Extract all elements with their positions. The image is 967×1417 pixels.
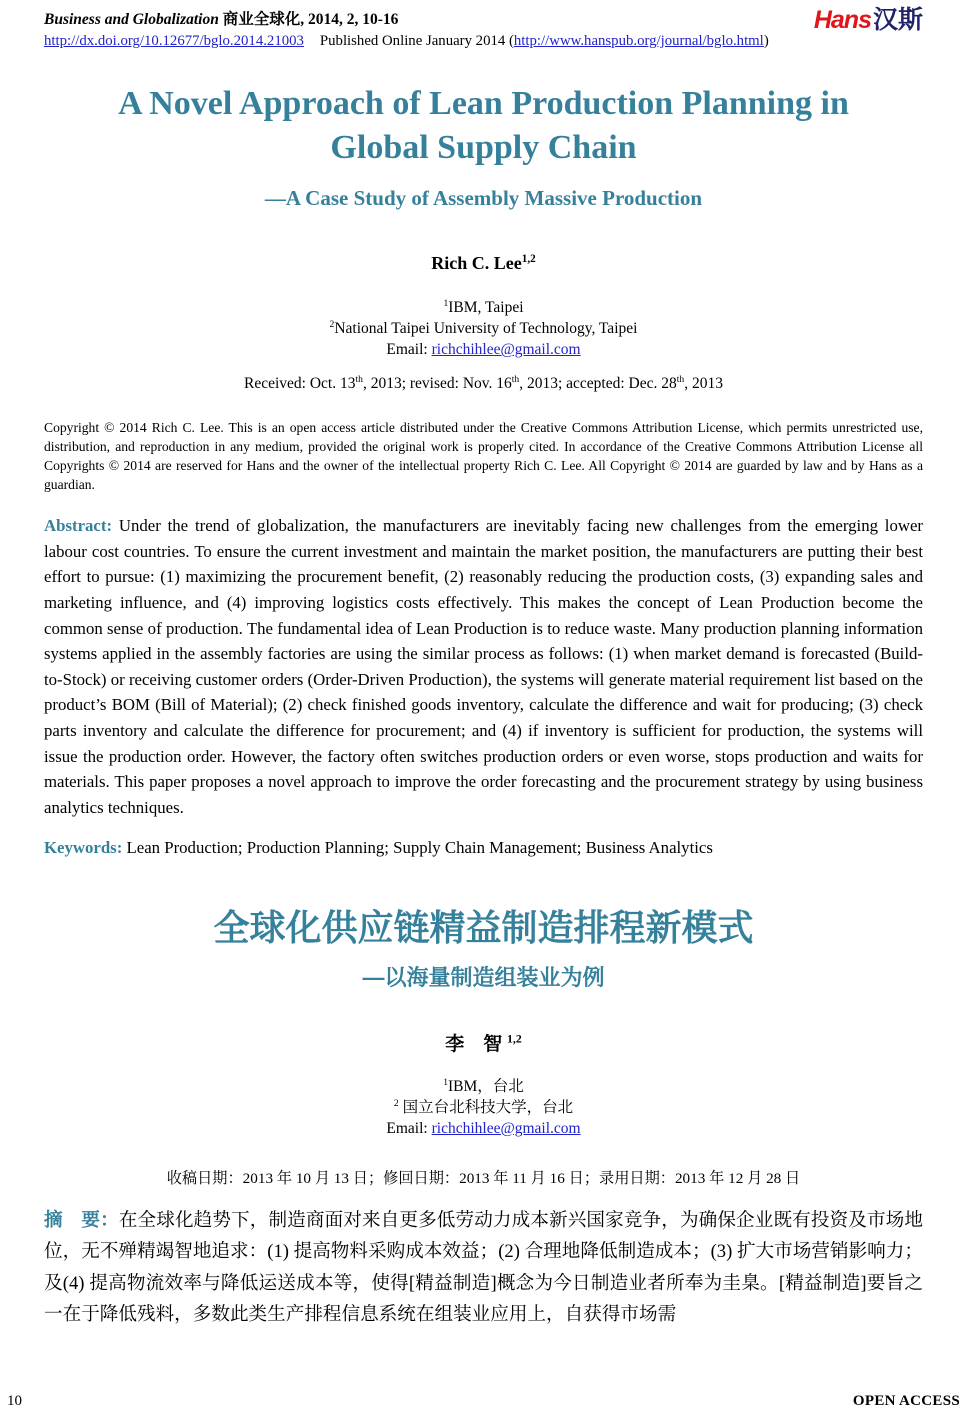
abstract-zh — [44, 1205, 923, 1331]
affiliation-2-zh — [44, 1097, 923, 1118]
open-access-label: OPEN ACCESS — [852, 1393, 960, 1409]
copyright-notice: Copyright © 2014 Rich C. Lee. This is an open access article distributed under the Creative Commons Attribution License, which permits unrestricted use, distribution, and reproduction in any medium, provided the original work is properly cited. In accordance of the Creative Commons Attribution License all Copyrights © 2014 are reserved for Hans and the owner of the intellectual property Rich C. Lee. All Copyright © 2014 are guarded by law and by Hans as a guardian. — [44, 420, 923, 493]
affil-2-text-zh: 国立台北科技大学，台北 — [402, 1098, 574, 1116]
journal-info — [44, 7, 769, 50]
received-sup-1: th — [355, 374, 363, 386]
journal-issue-info: , 2014, 2, 10-16 — [300, 11, 399, 28]
paper-subtitle-zh: —以海量制造组装业为例 — [362, 964, 605, 990]
received-sup-2: th — [511, 374, 520, 386]
hans-logo-latin: Hans — [813, 6, 871, 34]
email-line-en — [44, 339, 923, 360]
author-en — [44, 253, 923, 274]
paper-title-zh: 全球化供应链精益制造排程新模式 — [213, 907, 754, 949]
accepted-year: , 2013 — [684, 375, 723, 393]
email-line-zh — [44, 1118, 923, 1139]
hans-logo-hanzi: 汉斯 — [872, 6, 923, 34]
keywords-text-en: Lean Production; Production Planning; Supply Chain Management; Business Analytics — [126, 838, 713, 858]
accepted-text: , 2013; accepted: Dec. 28 — [519, 375, 677, 393]
affiliations-en — [44, 297, 923, 360]
paper-subtitle-en: —A Case Study of Assembly Massive Production — [264, 186, 703, 211]
received-dates-en — [44, 375, 923, 393]
affil-1-text-zh: IBM，台北 — [448, 1077, 524, 1095]
author-zh — [44, 1029, 923, 1056]
email-label-zh: Email: — [386, 1119, 432, 1137]
author-name-zh: 李 智 — [445, 1033, 503, 1055]
affil-2-sup-zh: 2 — [393, 1097, 399, 1109]
journal-header — [44, 7, 923, 50]
affil-1-sup-zh: 1 — [443, 1076, 448, 1088]
journal-title-zh: 商业全球化 — [222, 11, 301, 28]
email-link-zh[interactable]: richchihlee@gmail.com — [431, 1119, 581, 1137]
author-name-en: Rich C. Lee — [431, 253, 522, 274]
journal-url-link[interactable]: http://www.hanspub.org/journal/bglo.html — [513, 33, 764, 49]
hans-publisher-logo — [814, 8, 923, 33]
author-affil-sup-en: 1,2 — [521, 253, 536, 266]
affil-1-text: IBM, Taipei — [448, 299, 524, 317]
received-text: Received: Oct. 13 — [244, 375, 356, 393]
abstract-text-en: Under the trend of globalization, the manufacturers are inevitably facing new challenges from the emerging lower labour cost countries. To ensure the current investment and maintain the market position, the manufacturers are putting their best effort to pursue: (1) maximizing the procurement benefit, (2) reasonably reducing the production costs, (3) expanding sales and marketing influence, and (4) improving logistics costs effectively. This makes the concept of Lean Production become the common sense of production. The fundamental idea of Lean Production is to reduce waste. Many production planning information systems applied in the assembly factories are using the similar process as follows: (1) when market demand is forecasted (Build-to-Stock) or receiving customer orders (Order-Driven Production), the systems will generate material requirement list based on the product’s BOM (Bill of Material); (2) check finished goods inventory, calculate the difference and wait for producing; (3) check parts inventory and calculate the difference for procurement; and (4) if inventory is sufficient for production, the systems will issue the production order. However, the factory often switches production orders or even worse, stops production and waits for materials. This paper proposes a novel approach to improve the order forecasting and the procurement strategy by using business analytics techniques. — [44, 516, 923, 817]
affiliations-zh — [44, 1076, 923, 1139]
affiliation-1-en — [44, 297, 923, 318]
paper-title-en: A Novel Approach of Lean Production Planning in Global Supply Chain — [118, 85, 849, 166]
email-link-en[interactable]: richchihlee@gmail.com — [431, 341, 581, 359]
abstract-label-en: Abstract: — [44, 516, 113, 536]
abstract-en — [44, 513, 923, 820]
affiliation-1-zh — [44, 1076, 923, 1097]
author-affil-sup-zh: 1,2 — [507, 1032, 522, 1046]
paren-close: ) — [763, 33, 769, 49]
affil-1-sup: 1 — [443, 298, 449, 310]
affil-2-sup: 2 — [329, 319, 335, 331]
published-online-text: Published Online January 2014 ( — [319, 33, 514, 49]
page-number: 10 — [7, 1393, 22, 1409]
affil-2-text: National Taipei University of Technology, Taipei — [334, 320, 638, 338]
received-sup-3: th — [676, 374, 685, 386]
doi-link[interactable]: http://dx.doi.org/10.12677/bglo.2014.21003 — [44, 33, 304, 49]
received-dates-zh: 收稿日期：2013 年 10 月 13 日；修回日期：2013 年 11 月 16 日；录用日期：2013 年 12 月 28 日 — [166, 1169, 801, 1187]
revised-text: , 2013; revised: Nov. 16 — [362, 375, 512, 393]
abstract-label-zh: 摘 要： — [44, 1209, 119, 1231]
keywords-en — [44, 835, 923, 860]
journal-title-en: Business and Globalization — [44, 11, 219, 28]
journal-title-line — [44, 7, 769, 29]
abstract-text-zh: 在全球化趋势下，制造商面对来自更多低劳动力成本新兴国家竞争，为确保企业既有投资及市场地位，无不殚精竭智地追求：(1) 提高物料采购成本效益；(2) 合理地降低制造成本；(3) 扩大市场营销影响力；及(4) 提高物流效率与降低运送成本等，使得[精益制造]概念为今日制造业者所奉为圭臬。[精益制造]要旨之一在于降低残料，多数此类生产排程信息系统在组装业应用上，自获得市场需 — [44, 1209, 923, 1326]
doi-line — [44, 33, 769, 50]
keywords-label-en: Keywords: — [44, 838, 123, 858]
affiliation-2-en — [44, 318, 923, 339]
email-label-en: Email: — [386, 341, 432, 359]
page-footer — [7, 1393, 960, 1410]
